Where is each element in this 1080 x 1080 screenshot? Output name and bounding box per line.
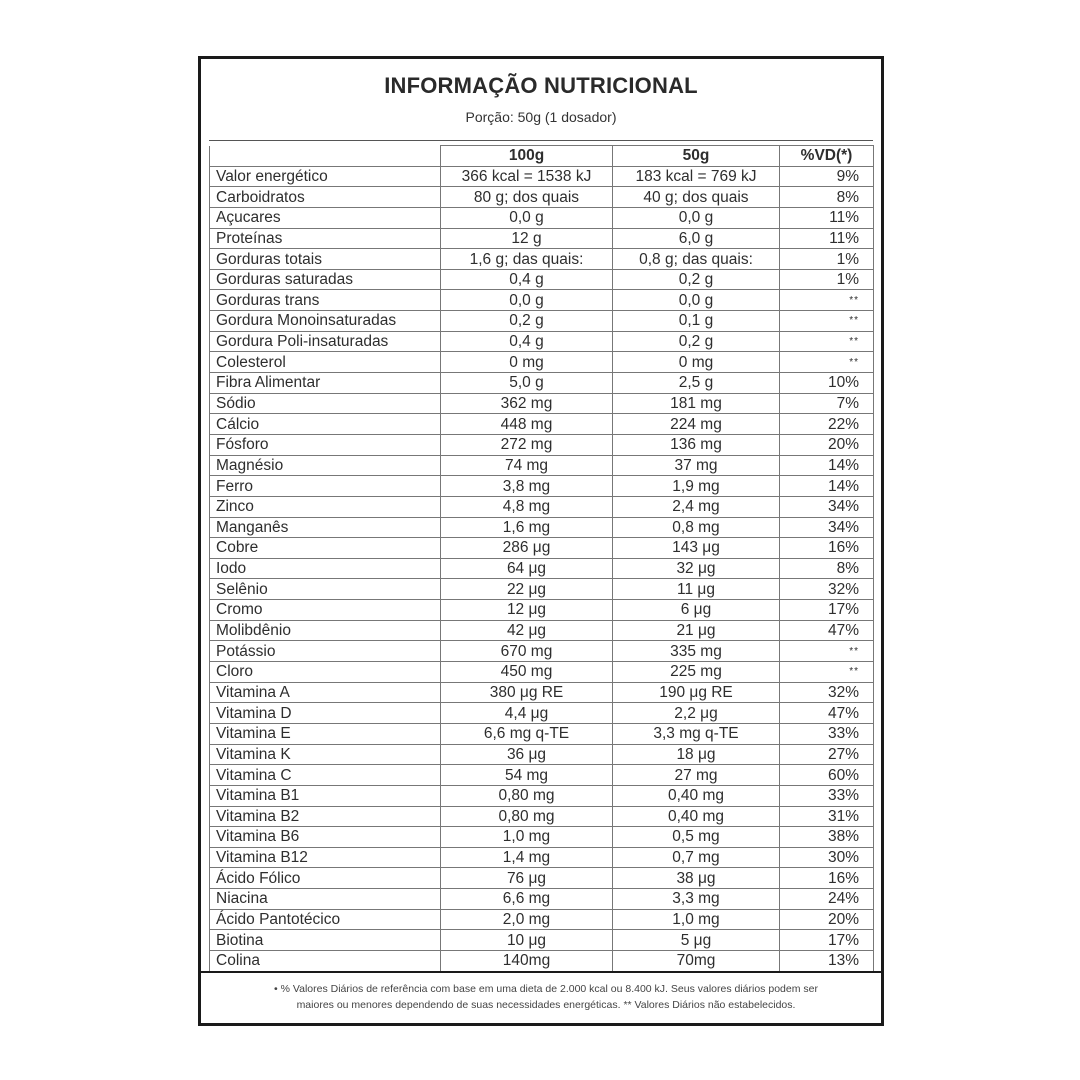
value-50g: 70mg [613,950,780,971]
daily-value: 32% [780,579,874,600]
table-row [210,723,874,744]
daily-value: 10% [780,373,874,394]
value-50g: 0 mg [613,352,780,373]
value-50g: 37 mg [613,455,780,476]
daily-value: 60% [780,765,874,786]
nutrient-name: Vitamina D [210,703,441,724]
value-100g: 6,6 mg q-TE [441,723,613,744]
value-100g: 12 g [441,228,613,249]
value-100g: 6,6 mg [441,889,613,910]
table-row [210,641,874,662]
value-100g: 42 μg [441,620,613,641]
column-header-100g: 100g [441,146,613,167]
daily-value: ** [780,662,874,683]
value-100g: 80 g; dos quais [441,187,613,208]
nutrient-name: Gorduras trans [210,290,441,311]
column-header-nutrient [210,146,441,167]
table-row [210,455,874,476]
table-row [210,207,874,228]
value-100g: 366 kcal = 1538 kJ [441,166,613,187]
value-50g: 181 mg [613,393,780,414]
value-100g: 0,80 mg [441,806,613,827]
nutrient-name: Vitamina C [210,765,441,786]
table-row [210,950,874,971]
daily-value: 31% [780,806,874,827]
table-row [210,290,874,311]
table-row [210,827,874,848]
daily-value: 20% [780,434,874,455]
nutrient-name: Iodo [210,558,441,579]
nutrient-name: Gorduras saturadas [210,269,441,290]
table-row [210,352,874,373]
nutrient-name: Vitamina K [210,744,441,765]
value-100g: 74 mg [441,455,613,476]
value-100g: 362 mg [441,393,613,414]
table-row [210,703,874,724]
value-50g: 0,0 g [613,207,780,228]
value-100g: 1,6 g; das quais: [441,249,613,270]
nutrient-name: Vitamina B1 [210,785,441,806]
value-100g: 3,8 mg [441,476,613,497]
daily-value: 8% [780,558,874,579]
value-50g: 143 μg [613,538,780,559]
value-50g: 38 μg [613,868,780,889]
daily-value: 33% [780,785,874,806]
table-row [210,538,874,559]
nutrient-name: Carboidratos [210,187,441,208]
value-50g: 2,4 mg [613,496,780,517]
value-100g: 0,4 g [441,331,613,352]
table-header-row [210,146,874,167]
nutrient-name: Manganês [210,517,441,538]
daily-value: 1% [780,269,874,290]
table-row [210,662,874,683]
value-100g: 0 mg [441,352,613,373]
value-100g: 10 μg [441,930,613,951]
value-50g: 27 mg [613,765,780,786]
daily-value: 17% [780,600,874,621]
footnote-line-1: • % Valores Diários de referência com base em uma dieta de 2.000 kcal ou 8.400 kJ. Seus valores diários podem ser [274,983,818,995]
column-header-50g: 50g [613,146,780,167]
value-100g: 0,80 mg [441,785,613,806]
footnote [241,981,851,1013]
nutrient-name: Cobre [210,538,441,559]
value-50g: 6,0 g [613,228,780,249]
daily-value: 30% [780,847,874,868]
table-row [210,930,874,951]
value-50g: 5 μg [613,930,780,951]
nutrient-name: Cloro [210,662,441,683]
footnote-line-2: maiores ou menores dependendo de suas necessidades energéticas. ** Valores Diários não estabelecidos. [296,999,796,1011]
daily-value: 7% [780,393,874,414]
nutrient-name: Colina [210,950,441,971]
table-row [210,496,874,517]
value-100g: 380 μg RE [441,682,613,703]
value-100g: 0,0 g [441,207,613,228]
daily-value: 13% [780,950,874,971]
value-50g: 136 mg [613,434,780,455]
nutrient-name: Açucares [210,207,441,228]
daily-value: 20% [780,909,874,930]
value-100g: 670 mg [441,641,613,662]
table-row [210,434,874,455]
value-100g: 54 mg [441,765,613,786]
value-100g: 5,0 g [441,373,613,394]
nutrient-name: Potássio [210,641,441,662]
value-100g: 448 mg [441,414,613,435]
value-50g: 335 mg [613,641,780,662]
nutrient-name: Molibdênio [210,620,441,641]
table-row [210,579,874,600]
value-100g: 1,0 mg [441,827,613,848]
table-row [210,517,874,538]
value-50g: 32 μg [613,558,780,579]
value-50g: 225 mg [613,662,780,683]
table-row [210,414,874,435]
daily-value: 16% [780,868,874,889]
table-row [210,785,874,806]
table-row [210,249,874,270]
daily-value: 17% [780,930,874,951]
value-50g: 21 μg [613,620,780,641]
value-100g: 450 mg [441,662,613,683]
value-100g: 0,2 g [441,311,613,332]
daily-value: 24% [780,889,874,910]
table-row [210,166,874,187]
table-row [210,620,874,641]
nutrient-name: Vitamina B6 [210,827,441,848]
daily-value: 11% [780,207,874,228]
value-50g: 40 g; dos quais [613,187,780,208]
daily-value: 32% [780,682,874,703]
value-50g: 0,2 g [613,331,780,352]
daily-value: 22% [780,414,874,435]
table-row [210,228,874,249]
value-100g: 286 μg [441,538,613,559]
value-100g: 12 μg [441,600,613,621]
nutrient-name: Gordura Monoinsaturadas [210,311,441,332]
value-100g: 2,0 mg [441,909,613,930]
value-100g: 140mg [441,950,613,971]
value-50g: 0,0 g [613,290,780,311]
value-100g: 64 μg [441,558,613,579]
value-50g: 2,2 μg [613,703,780,724]
value-100g: 76 μg [441,868,613,889]
nutrition-table [209,145,874,972]
daily-value: 8% [780,187,874,208]
table-row [210,187,874,208]
nutrition-label-panel [198,56,884,1026]
table-row [210,682,874,703]
value-50g: 11 μg [613,579,780,600]
nutrient-name: Zinco [210,496,441,517]
value-50g: 3,3 mg q-TE [613,723,780,744]
daily-value: ** [780,641,874,662]
nutrient-name: Magnésio [210,455,441,476]
table-row [210,269,874,290]
nutrient-name: Ácido Fólico [210,868,441,889]
value-100g: 0,4 g [441,269,613,290]
daily-value: 27% [780,744,874,765]
value-100g: 0,0 g [441,290,613,311]
table-row [210,765,874,786]
nutrient-name: Vitamina B12 [210,847,441,868]
daily-value: 16% [780,538,874,559]
value-100g: 4,8 mg [441,496,613,517]
value-50g: 183 kcal = 769 kJ [613,166,780,187]
nutrient-name: Proteínas [210,228,441,249]
daily-value: 33% [780,723,874,744]
nutrient-name: Cromo [210,600,441,621]
daily-value: 11% [780,228,874,249]
daily-value: 14% [780,455,874,476]
table-row [210,806,874,827]
header-divider [209,140,873,141]
nutrient-name: Valor energético [210,166,441,187]
nutrient-name: Selênio [210,579,441,600]
value-50g: 0,8 mg [613,517,780,538]
column-header-vd: %VD(*) [780,146,874,167]
daily-value: ** [780,331,874,352]
table-row [210,889,874,910]
value-100g: 4,4 μg [441,703,613,724]
table-row [210,311,874,332]
nutrient-name: Sódio [210,393,441,414]
nutrient-name: Biotina [210,930,441,951]
nutrient-name: Fósforo [210,434,441,455]
daily-value: 1% [780,249,874,270]
daily-value: 47% [780,703,874,724]
nutrient-name: Vitamina A [210,682,441,703]
table-row [210,744,874,765]
nutrient-name: Ferro [210,476,441,497]
table-row [210,847,874,868]
table-row [210,600,874,621]
value-100g: 1,6 mg [441,517,613,538]
portion-text: Porção: 50g (1 dosador) [465,109,617,125]
value-50g: 0,40 mg [613,785,780,806]
value-50g: 2,5 g [613,373,780,394]
nutrient-name: Colesterol [210,352,441,373]
label-title: INFORMAÇÃO NUTRICIONAL [384,73,698,98]
nutrient-name: Ácido Pantotécico [210,909,441,930]
daily-value: 9% [780,166,874,187]
table-row [210,373,874,394]
table-row [210,393,874,414]
value-50g: 6 μg [613,600,780,621]
nutrient-name: Vitamina E [210,723,441,744]
value-100g: 36 μg [441,744,613,765]
value-100g: 272 mg [441,434,613,455]
value-50g: 224 mg [613,414,780,435]
nutrition-table-body [210,166,874,971]
value-50g: 190 μg RE [613,682,780,703]
footer-divider [201,971,881,973]
nutrient-name: Fibra Alimentar [210,373,441,394]
daily-value: 34% [780,496,874,517]
value-50g: 1,0 mg [613,909,780,930]
table-row [210,558,874,579]
value-50g: 18 μg [613,744,780,765]
nutrient-name: Gorduras totais [210,249,441,270]
value-50g: 1,9 mg [613,476,780,497]
value-50g: 0,1 g [613,311,780,332]
daily-value: 47% [780,620,874,641]
table-row [210,909,874,930]
value-50g: 0,8 g; das quais: [613,249,780,270]
value-50g: 0,40 mg [613,806,780,827]
daily-value: ** [780,311,874,332]
value-50g: 0,7 mg [613,847,780,868]
daily-value: 38% [780,827,874,848]
table-row [210,476,874,497]
daily-value: ** [780,352,874,373]
value-100g: 22 μg [441,579,613,600]
value-50g: 3,3 mg [613,889,780,910]
table-row [210,331,874,352]
value-50g: 0,2 g [613,269,780,290]
daily-value: 34% [780,517,874,538]
nutrient-name: Gordura Poli-insaturadas [210,331,441,352]
value-100g: 1,4 mg [441,847,613,868]
table-row [210,868,874,889]
nutrient-name: Vitamina B2 [210,806,441,827]
daily-value: 14% [780,476,874,497]
nutrient-name: Cálcio [210,414,441,435]
nutrient-name: Niacina [210,889,441,910]
daily-value: ** [780,290,874,311]
value-50g: 0,5 mg [613,827,780,848]
